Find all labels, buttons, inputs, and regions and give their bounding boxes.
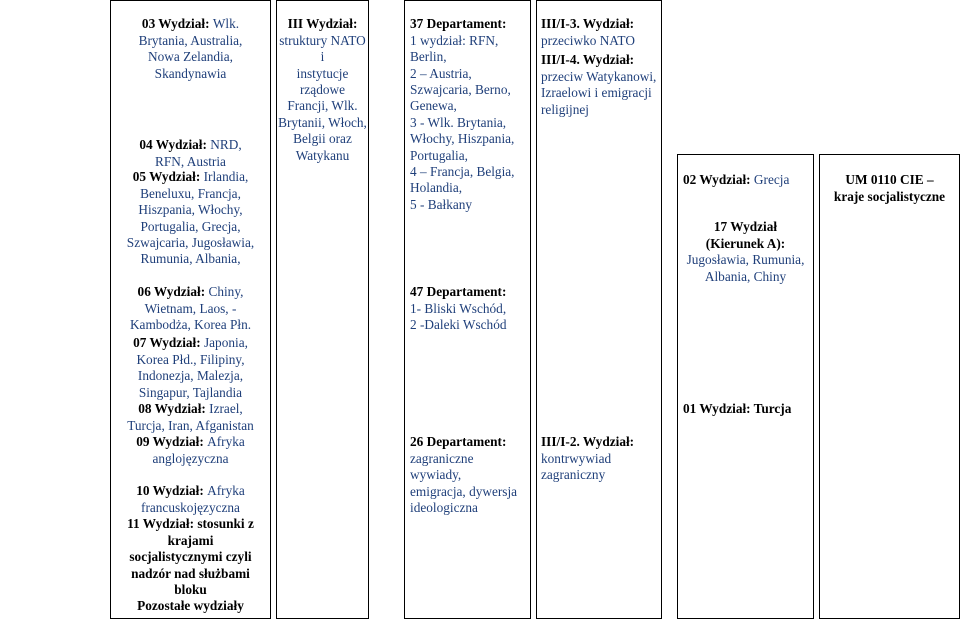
block-iii-i-3-body: przeciwko NATO [541,32,635,48]
block-um-0110-cie [821,156,958,205]
block-iii-wydzial [276,0,369,164]
block-wydzial-09-body: Afryka anglojęzyczna [152,434,245,466]
block-wydzial-05-head: 05 Wydział: [132,169,204,185]
block-wydzial-04-body: NRD, RFN, Austria [155,137,242,169]
block-iii-wydzial-head: III Wydział: [287,16,358,32]
block-wydzial-06-head: 06 Wydział: [137,284,209,300]
block-iii-i-2-body: kontrwywiad zagraniczny [541,450,612,483]
block-wydzial-03-head: 03 Wydział: [141,16,213,32]
column-um-0110 [819,154,960,619]
block-wydzial-02-grecja [683,156,813,189]
block-iii-i-4-head: III/I-4. Wydział: [541,52,635,68]
block-wydzial-08-head: 08 Wydział: [138,401,210,417]
block-wydzial-07-body: Japonia, Korea Płd., Filipiny, Indonezja, Malezja, Singapur, Tajlandia [136,335,248,400]
block-departament-37 [410,0,530,213]
block-wydzial-09-head: 09 Wydział: [136,434,208,450]
block-wydzial-01-head: 01 Wydział: Turcja [683,401,792,417]
block-departament-37-head: 37 Departament: [410,16,507,32]
block-departament-47 [410,268,530,334]
block-pozostale-head: Pozostałe wydziały [137,598,244,614]
block-wydzial-02-head: 02 Wydział: [683,172,754,188]
block-departament-26-body: zagraniczne wywiady, emigracja, dywersja ideologiczna [410,450,518,516]
block-wydzial-10-head: 10 Wydział: [136,483,208,499]
block-wydzial-03-body: Wlk. Brytania, Australia, Nowa Zelandia, Skandynawia [138,16,243,81]
block-wydzial-10-body: Afryka francuskojęzyczna [141,483,245,515]
block-iii-i-2 [541,418,661,484]
block-iii-i-3-head: III/I-3. Wydział: [541,16,635,32]
block-wydzial-02-body: Grecja [753,172,790,188]
block-wydzial-11-head: 11 Wydział: stosunki z krajami socjalistycznymi czyli nadzór nad służbami bloku [127,516,254,598]
block-wydzial-03 [112,0,269,82]
block-pozostale [112,582,269,615]
block-departament-37-body: 1 wydział: RFN, Berlin, 2 – Austria, Szwajcaria, Berno, Genewa, 3 - Wlk. Brytania, Włochy, Hiszpania, Portugalia, 4 – Francja, Belgia, Holandia, 5 - Bałkany [410,32,515,212]
block-wydzial-04-head: 04 Wydział: [139,137,211,153]
block-wydzial-06-body: Chiny, Wietnam, Laos, - Kambodża, Korea Płn. [129,284,252,333]
block-iii-i-4 [541,36,661,118]
block-wydzial-07-head: 07 Wydział: [133,335,204,351]
block-wydzial-17-body: Jugosławia, Rumunia, Albania, Chiny [686,252,805,284]
block-wydzial-17 [679,203,812,285]
block-wydzial-08-body: Izrael, Turcja, Iran, Afganistan [127,401,254,433]
block-departament-47-head: 47 Departament: [410,284,507,300]
block-iii-wydzial-body: struktury NATO i instytucje rządowe Francji, Wlk. Brytanii, Włoch, Belgii oraz Watykanu [278,32,367,163]
block-iii-i-2-head: III/I-2. Wydział: [541,434,635,450]
block-wydzial-01-turcja [683,385,813,418]
block-departament-47-body: 1- Bliski Wschód, 2 -Daleki Wschód [410,300,507,333]
block-departament-26-head: 26 Departament: [410,434,507,450]
block-wydzial-09 [112,418,269,467]
block-wydzial-05 [112,153,269,268]
block-departament-26 [410,418,532,516]
block-um-0110-cie-head: UM 0110 CIE – kraje socjalistyczne [833,172,946,204]
block-iii-i-4-body: przeciw Watykanowi, Izraelowi i emigracji religijnej [541,68,657,117]
block-wydzial-17-head: 17 Wydział (Kierunek A): [705,219,786,251]
block-wydzial-05-body: Irlandia, Beneluxu, Francja, Hiszpania, Włochy, Portugalia, Grecja, Szwajcaria, Jugosławia, Rumunia, Albania, [126,169,255,267]
